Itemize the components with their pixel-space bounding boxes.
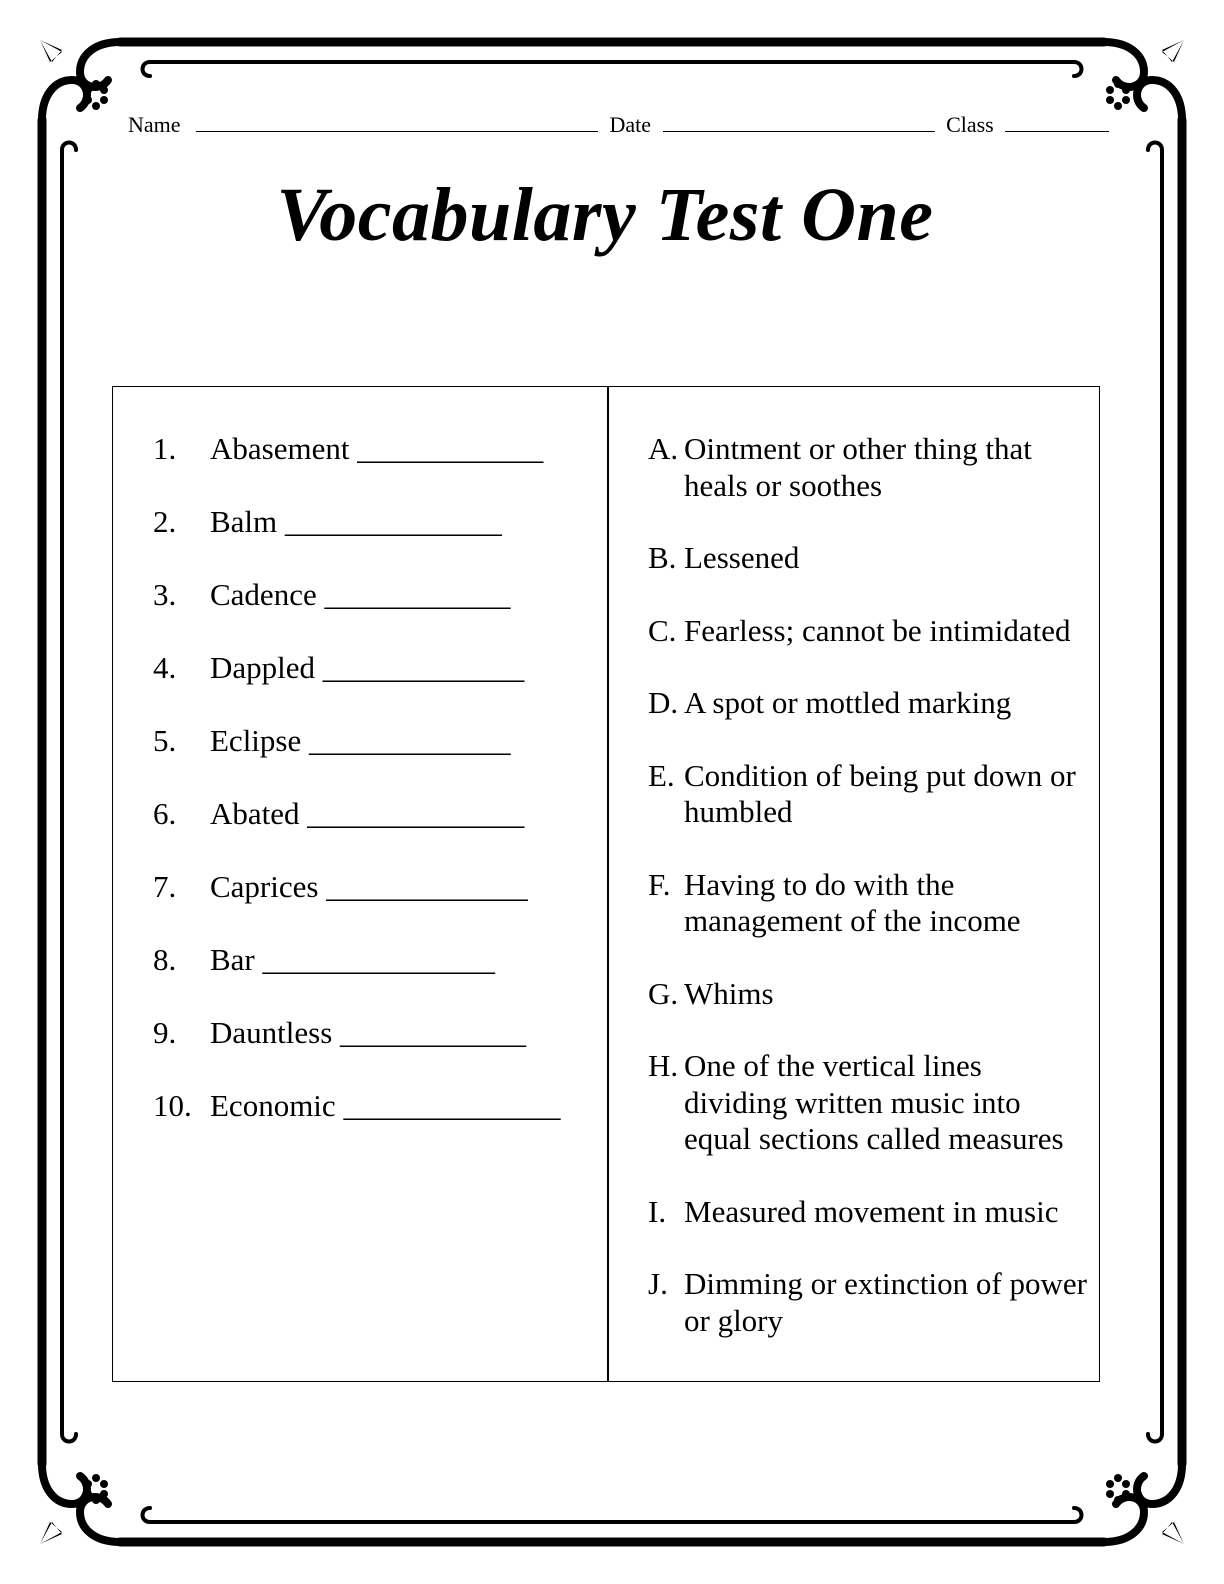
answer-blank[interactable]: ______________ [284, 504, 502, 539]
definition-text: A spot or mottled marking [684, 685, 1012, 720]
definitions-column [648, 431, 1088, 1375]
name-label: Name [128, 112, 181, 137]
term-number: 8. [153, 942, 177, 977]
term-word [210, 796, 524, 832]
term-word [210, 1015, 526, 1051]
term-label: Balm [210, 504, 278, 539]
definition-text: Whims [684, 975, 774, 1011]
term-word [210, 869, 528, 905]
term-label: Eclipse [210, 723, 302, 758]
definition-row [648, 431, 1088, 504]
definition-text: Having to do with the management of the income [684, 866, 1021, 938]
answer-blank[interactable]: _______________ [262, 942, 496, 977]
term-word [210, 577, 510, 613]
answer-blank[interactable]: ____________ [324, 577, 511, 612]
term-number: 7. [153, 869, 177, 904]
class-field[interactable] [1005, 113, 1109, 132]
definition-text: Condition of being put down or humbled [684, 757, 1076, 829]
term-number: 3. [153, 577, 177, 612]
term-word [210, 1088, 560, 1124]
answer-blank[interactable]: ______________ [307, 796, 525, 831]
definition-text: Ointment or other thing that heals or soothes [684, 431, 1032, 503]
matching-table [112, 386, 1100, 1382]
term-label: Bar [210, 942, 255, 977]
definition-row [648, 613, 1088, 650]
definition-letter: D. [648, 685, 679, 720]
answer-blank[interactable]: _____________ [322, 650, 525, 685]
term-number: 6. [153, 796, 177, 831]
term-number: 4. [153, 650, 177, 685]
term-label: Caprices [210, 869, 319, 904]
term-word [210, 504, 502, 540]
column-divider [607, 387, 609, 1381]
term-label: Dauntless [210, 1015, 333, 1050]
answer-blank[interactable]: _____________ [326, 869, 528, 904]
answer-blank[interactable]: ______________ [343, 1088, 561, 1123]
term-word [210, 723, 511, 759]
term-number: 1. [153, 431, 177, 466]
term-label: Abated [210, 796, 300, 831]
term-word [210, 942, 495, 978]
definition-row [648, 540, 1088, 577]
definition-letter: B. [648, 540, 677, 575]
definition-row [648, 1194, 1088, 1231]
definition-text: Lessened [684, 540, 800, 575]
date-field[interactable] [663, 113, 935, 132]
student-info-header [128, 112, 1104, 138]
term-number: 10. [153, 1088, 192, 1123]
term-label: Abasement [210, 431, 350, 466]
date-label: Date [609, 112, 652, 137]
definition-row [648, 976, 1088, 1013]
term-number: 2. [153, 504, 177, 539]
term-label: Cadence [210, 577, 317, 612]
definition-letter: E. [648, 757, 675, 793]
term-label: Dappled [210, 650, 316, 685]
definition-letter: F. [648, 866, 671, 902]
definition-letter: C. [648, 612, 677, 648]
page-title: Vocabulary Test One [276, 173, 934, 257]
definition-letter: H. [648, 1048, 679, 1083]
definition-letter: I. [648, 1193, 667, 1229]
definition-text: Dimming or extinction of power or glory [684, 1266, 1087, 1338]
definition-text: One of the vertical lines dividing written music into equal sections called measures [684, 1048, 1064, 1156]
definition-letter: A. [648, 431, 679, 466]
term-word [210, 431, 543, 467]
definition-text: Measured movement in music [684, 1193, 1059, 1229]
name-field[interactable] [196, 113, 598, 132]
answer-blank[interactable]: _____________ [309, 723, 511, 758]
term-word [210, 650, 524, 686]
definition-row [648, 685, 1088, 722]
answer-blank[interactable]: ____________ [357, 431, 544, 466]
term-number: 5. [153, 723, 177, 758]
definition-letter: G. [648, 975, 679, 1011]
definition-row [648, 1266, 1088, 1339]
answer-blank[interactable]: ____________ [340, 1015, 527, 1050]
class-label: Class [946, 112, 994, 137]
definition-row [648, 867, 1088, 940]
term-number: 9. [153, 1015, 177, 1050]
definition-row [648, 1048, 1088, 1158]
definition-text: Fearless; cannot be intimidated [684, 612, 1071, 648]
definition-row [648, 758, 1088, 831]
term-label: Economic [210, 1088, 336, 1123]
definition-letter: J. [648, 1266, 668, 1301]
